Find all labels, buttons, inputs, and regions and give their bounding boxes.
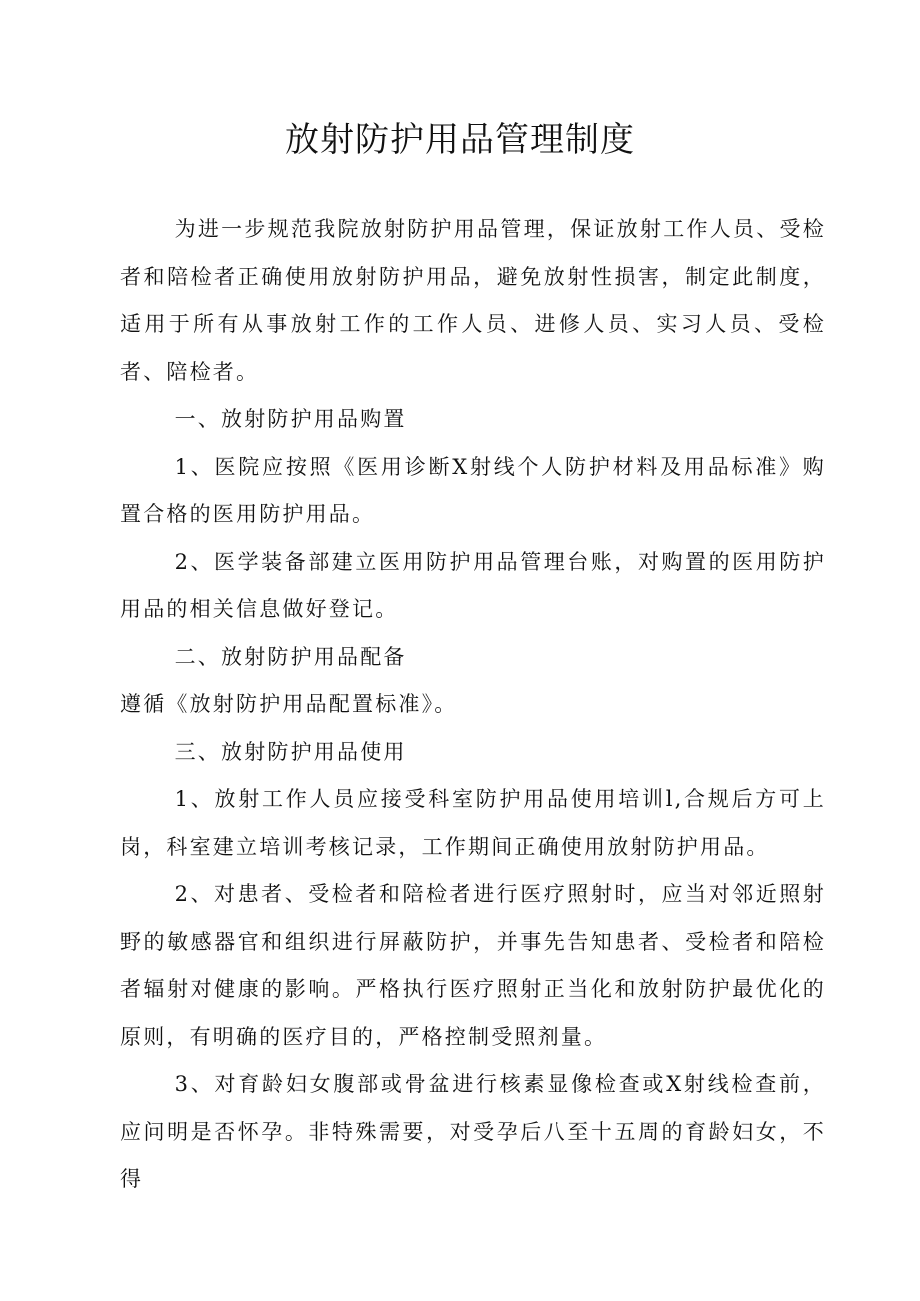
document-body xyxy=(120,206,826,1204)
paragraph-intro: 为进一步规范我院放射防护用品管理，保证放射工作人员、受检者和陪检者正确使用放射防护用品，避免放射性损害，制定此制度，适用于所有从事放射工作的工作人员、进修人员、实习人员、受检者、陪检者。 xyxy=(120,217,826,384)
paragraph-purchase-2: 2、医学装备部建立医用防护用品管理台账，对购置的医用防护用品的相关信息做好登记。 xyxy=(120,549,826,621)
section-heading-usage: 三、放射防护用品使用 xyxy=(174,739,407,764)
paragraph-allocation: 遵循《放射防护用品配置标准》。 xyxy=(120,692,458,716)
paragraph-usage-3: 3、对育龄妇女腹部或骨盆进行核素显像检查或X射线检查前，应问明是否怀孕。非特殊需要，对受孕后八至十五周的育龄妇女，不得 xyxy=(120,1072,826,1191)
paragraph-usage-2: 2、对患者、受检者和陪检者进行医疗照射时，应当对邻近照射野的敏感器官和组织进行屏蔽防护，并事先告知患者、受检者和陪检者辐射对健康的影响。严格执行医疗照射正当化和放射防护最优化的原则，有明确的医疗目的，严格控制受照剂量。 xyxy=(120,882,826,1049)
document-title: 放射防护用品管理制度 xyxy=(285,120,635,160)
paragraph-usage-1: 1、放射工作人员应接受科室防护用品使用培训l,合规后方可上岗，科室建立培训考核记录，工作期间正确使用放射防护用品。 xyxy=(120,787,826,859)
paragraph-purchase-1: 1、医院应按照《医用诊断X射线个人防护材料及用品标准》购置合格的医用防护用品。 xyxy=(120,454,826,526)
section-heading-purchase: 一、放射防护用品购置 xyxy=(174,407,407,431)
section-heading-allocation: 二、放射防护用品配备 xyxy=(174,644,407,669)
